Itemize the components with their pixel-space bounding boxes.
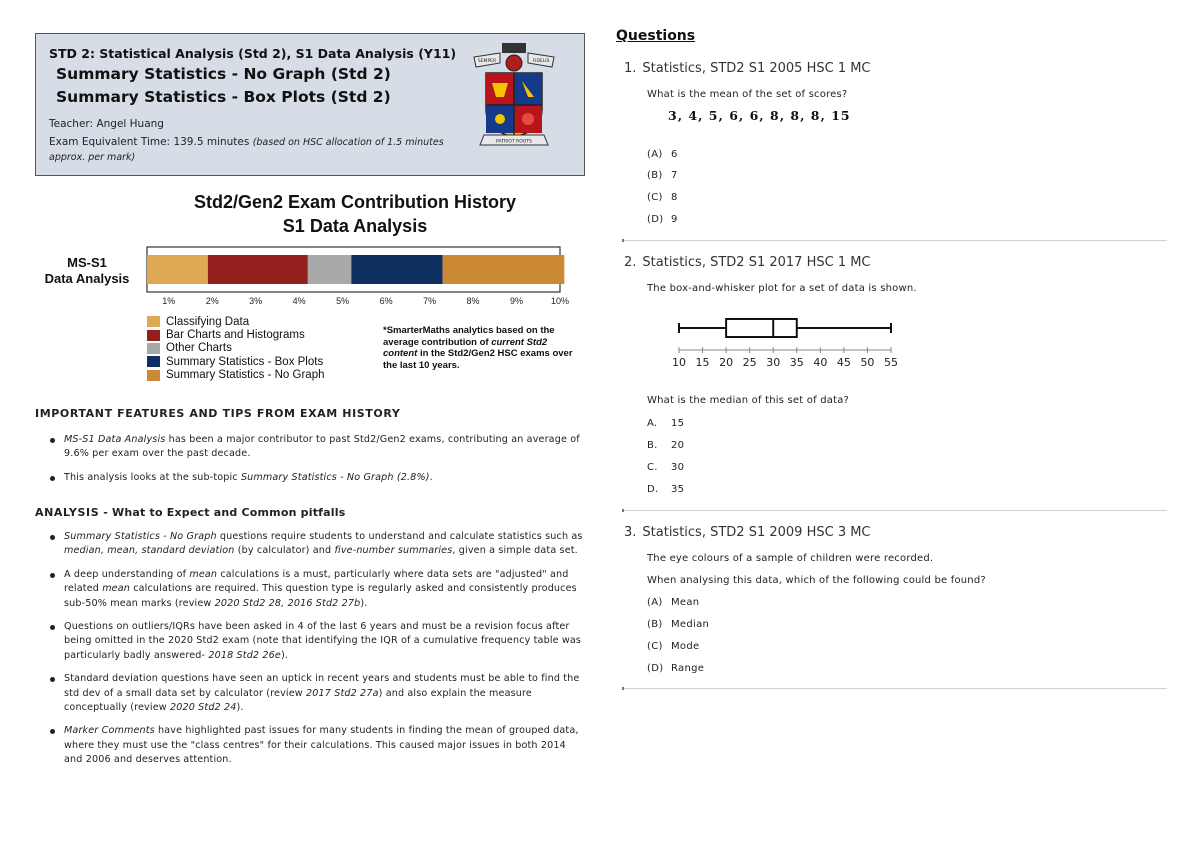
axis-tick-label: 35 bbox=[789, 356, 804, 369]
option-key: (B) bbox=[647, 170, 663, 181]
bullet-text: . bbox=[429, 471, 433, 483]
question-divider bbox=[622, 240, 1167, 241]
option-key: (B) bbox=[647, 619, 663, 630]
analysis-bullet bbox=[46, 724, 586, 767]
axis-tick-label: 25 bbox=[742, 356, 757, 369]
option-value: 7 bbox=[671, 170, 678, 181]
question-3-number: 3. bbox=[624, 525, 637, 540]
bullet-text: (by calculator) and bbox=[234, 545, 335, 557]
bullet-emphasis: MS-S1 Data Analysis bbox=[64, 434, 166, 445]
question-1-option-b bbox=[647, 170, 678, 181]
x-tick-label: 4% bbox=[292, 296, 306, 306]
bullet-text: This analysis looks at the sub-topic bbox=[64, 471, 241, 483]
question-2-box-plot bbox=[660, 308, 910, 372]
question-1-title bbox=[624, 61, 871, 76]
bullet-emphasis: 2017 Std2 27a bbox=[306, 687, 379, 699]
question-3-source: Statistics, STD2 S1 2009 HSC 3 MC bbox=[642, 525, 871, 540]
bullet-text: ) and also explain the measure conceptually (review bbox=[64, 687, 532, 714]
bullet-text: has been a major contributor to past Std2/Gen2 exams, contributing an average of 9.6% per exam over the past decade. bbox=[64, 434, 580, 460]
question-1-option-d bbox=[647, 214, 678, 225]
axis-tick-label: 45 bbox=[836, 356, 851, 369]
question-2-option-b bbox=[647, 440, 684, 451]
question-2-option-c bbox=[647, 462, 684, 473]
analysis-heading-bold: ANALYSIS bbox=[35, 506, 100, 519]
legend-swatch bbox=[147, 330, 160, 341]
bullet-text: Questions on outliers/IQRs have been asked in 4 of the last 6 years and must be a revision focus after being omitted in the 2020 Std2 exam (note that identifying the IQR of a cumulative frequency table was particularly badly answered- bbox=[64, 621, 582, 661]
exam-time-line bbox=[49, 135, 479, 165]
chart-subtitle: S1 Data Analysis bbox=[282, 216, 428, 236]
teacher-line bbox=[49, 118, 164, 130]
question-1-option-c bbox=[647, 192, 678, 203]
question-3-option-d bbox=[647, 663, 704, 674]
bullet-text: Standard deviation questions have seen an uptick in recent years and students must be able to find the std dev of a small data set by calculator (review bbox=[64, 673, 580, 699]
x-tick-label: 5% bbox=[336, 296, 350, 306]
axis-tick-label: 40 bbox=[813, 356, 828, 369]
school-crest-logo bbox=[472, 39, 556, 151]
course-title: STD 2: Statistical Analysis (Std 2), S1 Data Analysis (Y11) bbox=[49, 46, 457, 61]
teacher-name: Angel Huang bbox=[96, 118, 164, 130]
crest-scroll-top-right: FIDELIS bbox=[532, 59, 550, 64]
bullet-text: calculations is a must, particularly where data sets are "adjusted" and related bbox=[64, 568, 569, 595]
bullet-emphasis: mean bbox=[189, 568, 218, 580]
features-heading: IMPORTANT FEATURES AND TIPS FROM EXAM HISTORY bbox=[35, 407, 401, 420]
bullet-text: , given a simple data set. bbox=[452, 545, 578, 557]
x-tick-label: 6% bbox=[379, 296, 393, 306]
option-value: 9 bbox=[671, 214, 678, 225]
legend-label: Other Charts bbox=[166, 342, 232, 355]
chart-footnote bbox=[383, 325, 583, 371]
x-tick-label: 8% bbox=[466, 296, 480, 306]
question-1-scores: 3, 4, 5, 6, 6, 8, 8, 8, 15 bbox=[668, 108, 851, 123]
bar-segment-3 bbox=[351, 255, 442, 284]
question-divider bbox=[622, 510, 1167, 511]
question-3-option-c bbox=[647, 641, 699, 652]
option-key: (D) bbox=[647, 214, 664, 225]
bullet-text: A deep understanding of bbox=[64, 568, 190, 580]
option-key: C. bbox=[647, 462, 658, 473]
bullet-text: questions require students to understand and calculate statistics such as bbox=[216, 531, 583, 542]
option-value: 6 bbox=[671, 149, 678, 160]
analysis-heading-rest: - What to Expect and Common pitfalls bbox=[99, 506, 346, 519]
bullet-emphasis: mean bbox=[102, 583, 130, 595]
option-key: B. bbox=[647, 440, 658, 451]
features-bullet bbox=[46, 471, 586, 485]
bar-segment-2 bbox=[308, 255, 351, 284]
legend-item bbox=[147, 342, 367, 355]
legend-label: Summary Statistics - Box Plots bbox=[166, 355, 324, 368]
legend-label: Summary Statistics - No Graph bbox=[166, 369, 325, 382]
analysis-list bbox=[46, 530, 586, 777]
question-1-source: Statistics, STD2 S1 2005 HSC 1 MC bbox=[642, 61, 871, 76]
topic-title-2: Summary Statistics - Box Plots (Std 2) bbox=[56, 88, 391, 106]
question-2-text-2: What is the median of this set of data? bbox=[647, 395, 850, 406]
x-tick-label: 9% bbox=[510, 296, 524, 306]
crest-scroll-bottom: PATRIOT ROOTS bbox=[496, 139, 532, 145]
question-3-title bbox=[624, 525, 871, 540]
bullet-emphasis: 2018 Std2 26e bbox=[208, 649, 281, 661]
option-value: 20 bbox=[671, 440, 685, 451]
analysis-bullet bbox=[46, 530, 586, 559]
question-1-text: What is the mean of the set of scores? bbox=[647, 89, 848, 100]
axis-tick-label: 20 bbox=[719, 356, 734, 369]
bullet-emphasis: median, mean, standard deviation bbox=[64, 545, 235, 557]
bar-segment-1 bbox=[208, 255, 308, 284]
question-2-option-a bbox=[647, 418, 684, 429]
legend-swatch bbox=[147, 343, 160, 354]
bar-segment-0 bbox=[147, 255, 208, 284]
analysis-heading bbox=[35, 506, 345, 519]
exam-time-label: Exam Equivalent Time: bbox=[49, 136, 171, 148]
axis-tick-label: 30 bbox=[766, 356, 781, 369]
features-bullet bbox=[46, 433, 586, 462]
option-value: Mode bbox=[671, 641, 700, 652]
legend-swatch bbox=[147, 356, 160, 367]
bullet-text: ). bbox=[280, 649, 289, 661]
question-2-text: The box-and-whisker plot for a set of data is shown. bbox=[647, 283, 917, 294]
analysis-bullet bbox=[46, 620, 586, 663]
bullet-emphasis: Marker Comments bbox=[64, 725, 155, 737]
teacher-label: Teacher: bbox=[49, 118, 94, 130]
option-value: 15 bbox=[671, 418, 685, 429]
bullet-emphasis: 2020 Std2 28, 2016 Std2 27b bbox=[214, 597, 361, 609]
chart-footnote-emphasis: current Std2 content bbox=[383, 336, 548, 359]
option-value: Mean bbox=[671, 597, 700, 608]
x-tick-label: 7% bbox=[423, 296, 437, 306]
exam-time-note: (based on HSC allocation of 1.5 minutes approx. per mark) bbox=[49, 137, 444, 163]
questions-heading: Questions bbox=[616, 28, 696, 44]
x-tick-label: 10% bbox=[550, 296, 570, 306]
worksheet-header bbox=[35, 33, 585, 176]
option-key: D. bbox=[647, 484, 659, 495]
legend-label: Bar Charts and Histograms bbox=[166, 329, 305, 342]
iqr-box bbox=[726, 319, 797, 337]
bar-segment-4 bbox=[443, 255, 565, 284]
topic-title-1: Summary Statistics - No Graph (Std 2) bbox=[56, 65, 391, 83]
option-value: 8 bbox=[671, 192, 678, 203]
question-2-option-d bbox=[647, 484, 684, 495]
chart-title: Std2/Gen2 Exam Contribution History bbox=[193, 192, 517, 212]
question-3-option-a bbox=[647, 597, 699, 608]
legend-item bbox=[147, 315, 367, 328]
option-key: (A) bbox=[647, 149, 663, 160]
contribution-bar-chart bbox=[140, 240, 590, 310]
exam-time-value: 139.5 minutes bbox=[173, 136, 250, 148]
bullet-emphasis: Summary Statistics - No Graph bbox=[64, 531, 217, 542]
chart-row-label-line-2: Data Analysis bbox=[44, 271, 130, 286]
option-value: 35 bbox=[671, 484, 685, 495]
question-2-title bbox=[624, 255, 871, 270]
option-key: (C) bbox=[647, 192, 663, 203]
option-key: (A) bbox=[647, 597, 663, 608]
bullet-emphasis: Summary Statistics - No Graph (2.8%) bbox=[240, 471, 430, 483]
crest-scroll-top-left: SEMPER bbox=[477, 59, 497, 64]
analysis-bullet bbox=[46, 672, 586, 715]
legend-item bbox=[147, 369, 367, 382]
axis-tick-label: 15 bbox=[695, 356, 710, 369]
chart-footnote-part-2: in the Std2/Gen2 HSC exams over the last 10 years. bbox=[383, 348, 573, 371]
question-3-option-b bbox=[647, 619, 709, 630]
option-value: Median bbox=[671, 619, 710, 630]
x-tick-label: 2% bbox=[205, 296, 219, 306]
question-2-source: Statistics, STD2 S1 2017 HSC 1 MC bbox=[642, 255, 871, 270]
bullet-text: ). bbox=[236, 702, 244, 714]
option-key: (D) bbox=[647, 663, 664, 674]
legend-item bbox=[147, 355, 367, 368]
option-key: A. bbox=[647, 418, 658, 429]
features-list bbox=[46, 433, 586, 494]
bullet-text: calculations are required. This question type is regularly asked and consistently produces sub-50% mean marks (review bbox=[64, 583, 577, 609]
chart-row-label-line-1: MS-S1 bbox=[67, 255, 107, 270]
question-2-number: 2. bbox=[624, 255, 637, 270]
x-tick-label: 1% bbox=[162, 296, 176, 306]
bullet-emphasis: 2020 Std2 24 bbox=[169, 702, 237, 714]
legend-label: Classifying Data bbox=[166, 315, 250, 328]
axis-tick-label: 10 bbox=[672, 356, 686, 369]
bullet-text: have highlighted past issues for many students in finding the mean of grouped data, where they must use the "class centres" for their calculations. This caused major issues in both 2014 and 2006 and deserves attention. bbox=[64, 725, 579, 766]
question-1-option-a bbox=[647, 149, 678, 160]
axis-tick-label: 50 bbox=[860, 356, 875, 369]
bullet-text: ). bbox=[360, 597, 368, 609]
legend-swatch bbox=[147, 316, 160, 327]
analysis-bullet bbox=[46, 568, 586, 611]
legend-item bbox=[147, 328, 367, 341]
chart-legend bbox=[147, 315, 367, 382]
question-3-text: The eye colours of a sample of children were recorded. bbox=[647, 553, 934, 564]
legend-swatch bbox=[147, 370, 160, 381]
chart-footnote-part-1: *SmarterMaths analytics based on the average contribution of bbox=[383, 325, 555, 348]
axis-tick-label: 55 bbox=[884, 356, 898, 369]
question-3-text-2: When analysing this data, which of the following could be found? bbox=[647, 575, 986, 586]
x-tick-label: 3% bbox=[249, 296, 263, 306]
question-1-number: 1. bbox=[624, 61, 637, 76]
option-value: Range bbox=[671, 663, 705, 674]
option-value: 30 bbox=[671, 462, 685, 473]
question-divider bbox=[622, 688, 1167, 689]
option-key: (C) bbox=[647, 641, 663, 652]
bullet-emphasis: five-number summaries bbox=[334, 545, 453, 557]
